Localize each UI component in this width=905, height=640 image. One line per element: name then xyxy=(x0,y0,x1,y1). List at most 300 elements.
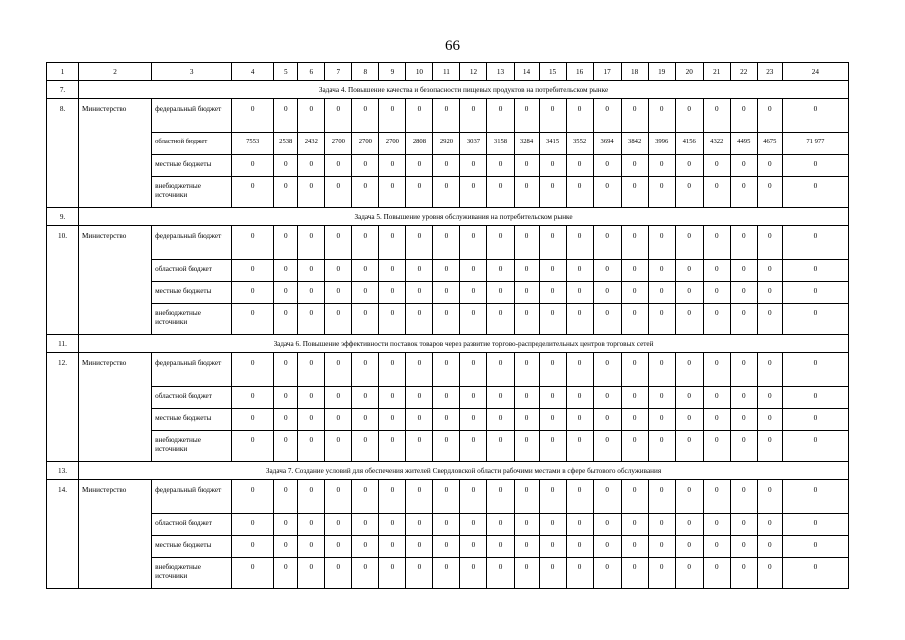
amount-cell: 0 xyxy=(648,260,675,282)
amount-cell: 0 xyxy=(782,409,848,431)
column-number: 4 xyxy=(232,63,274,81)
amount-cell: 0 xyxy=(487,431,514,462)
amount-cell: 0 xyxy=(675,304,703,335)
funding-row xyxy=(47,409,849,431)
amount-cell: 0 xyxy=(298,514,325,536)
amount-cell: 3694 xyxy=(593,133,621,155)
amount-cell: 0 xyxy=(566,304,593,335)
amount-cell: 0 xyxy=(648,536,675,558)
amount-cell: 0 xyxy=(621,260,648,282)
row-number: 8. xyxy=(47,99,79,208)
amount-cell: 0 xyxy=(298,282,325,304)
amount-cell: 0 xyxy=(433,177,460,208)
amount-cell: 0 xyxy=(406,155,433,177)
amount-cell: 0 xyxy=(232,304,274,335)
amount-cell: 0 xyxy=(621,353,648,387)
row-number: 14. xyxy=(47,480,79,589)
amount-cell: 0 xyxy=(675,226,703,260)
amount-cell: 0 xyxy=(730,514,757,536)
column-number: 16 xyxy=(566,63,593,81)
amount-cell: 0 xyxy=(352,226,379,260)
amount-cell: 0 xyxy=(703,480,730,514)
amount-cell: 0 xyxy=(274,431,298,462)
amount-cell: 0 xyxy=(566,514,593,536)
executor: Министерство xyxy=(79,226,152,335)
amount-cell: 0 xyxy=(325,226,352,260)
amount-cell: 0 xyxy=(566,536,593,558)
amount-cell: 0 xyxy=(648,409,675,431)
amount-cell: 0 xyxy=(593,514,621,536)
amount-cell: 0 xyxy=(730,282,757,304)
amount-cell: 0 xyxy=(648,282,675,304)
amount-cell: 0 xyxy=(232,431,274,462)
amount-cell: 0 xyxy=(274,536,298,558)
column-number: 6 xyxy=(298,63,325,81)
amount-cell: 0 xyxy=(379,536,406,558)
amount-cell: 0 xyxy=(648,431,675,462)
amount-cell: 0 xyxy=(232,387,274,409)
funding-source: областной бюджет xyxy=(152,133,232,155)
column-number: 24 xyxy=(782,63,848,81)
amount-cell: 0 xyxy=(539,226,566,260)
column-number: 2 xyxy=(79,63,152,81)
column-number: 19 xyxy=(648,63,675,81)
amount-cell: 0 xyxy=(675,514,703,536)
amount-cell: 0 xyxy=(703,99,730,133)
amount-cell: 0 xyxy=(298,304,325,335)
amount-cell: 0 xyxy=(352,536,379,558)
amount-cell: 0 xyxy=(433,409,460,431)
amount-cell: 3037 xyxy=(460,133,487,155)
amount-cell: 0 xyxy=(325,480,352,514)
amount-cell: 0 xyxy=(433,99,460,133)
amount-cell: 0 xyxy=(593,387,621,409)
task-title: Задача 6. Повышение эффективности поставок товаров через развитие торгово-распределительных центров торговых сетей xyxy=(79,335,849,353)
amount-cell: 71 977 xyxy=(782,133,848,155)
funding-row xyxy=(47,226,849,260)
funding-source: областной бюджет xyxy=(152,260,232,282)
funding-source: федеральный бюджет xyxy=(152,480,232,514)
amount-cell: 0 xyxy=(675,177,703,208)
amount-cell: 0 xyxy=(352,409,379,431)
amount-cell: 0 xyxy=(593,536,621,558)
amount-cell: 0 xyxy=(325,558,352,589)
amount-cell: 0 xyxy=(352,558,379,589)
amount-cell: 0 xyxy=(539,514,566,536)
amount-cell: 0 xyxy=(274,480,298,514)
amount-cell: 0 xyxy=(232,155,274,177)
funding-row xyxy=(47,387,849,409)
task-row xyxy=(47,462,849,480)
amount-cell: 0 xyxy=(298,431,325,462)
amount-cell: 0 xyxy=(298,155,325,177)
amount-cell: 0 xyxy=(621,409,648,431)
amount-cell: 0 xyxy=(325,431,352,462)
funding-source: внебюджетные источники xyxy=(152,304,232,335)
amount-cell: 2700 xyxy=(379,133,406,155)
amount-cell: 0 xyxy=(675,558,703,589)
amount-cell: 0 xyxy=(298,536,325,558)
amount-cell: 0 xyxy=(274,226,298,260)
amount-cell: 0 xyxy=(539,282,566,304)
amount-cell: 0 xyxy=(406,480,433,514)
amount-cell: 0 xyxy=(539,155,566,177)
amount-cell: 0 xyxy=(757,514,782,536)
amount-cell: 0 xyxy=(621,282,648,304)
amount-cell: 0 xyxy=(757,304,782,335)
amount-cell: 0 xyxy=(675,353,703,387)
funding-row xyxy=(47,353,849,387)
amount-cell: 0 xyxy=(406,260,433,282)
amount-cell: 0 xyxy=(487,353,514,387)
amount-cell: 0 xyxy=(514,536,539,558)
amount-cell: 0 xyxy=(675,480,703,514)
amount-cell: 0 xyxy=(703,536,730,558)
executor: Министерство xyxy=(79,480,152,589)
amount-cell: 7553 xyxy=(232,133,274,155)
amount-cell: 0 xyxy=(379,353,406,387)
amount-cell: 0 xyxy=(487,282,514,304)
amount-cell: 0 xyxy=(675,431,703,462)
amount-cell: 0 xyxy=(593,558,621,589)
amount-cell: 0 xyxy=(514,304,539,335)
amount-cell: 0 xyxy=(514,155,539,177)
amount-cell: 0 xyxy=(621,304,648,335)
amount-cell: 0 xyxy=(487,480,514,514)
funding-row xyxy=(47,155,849,177)
amount-cell: 0 xyxy=(566,260,593,282)
amount-cell: 0 xyxy=(757,387,782,409)
amount-cell: 0 xyxy=(648,99,675,133)
amount-cell: 0 xyxy=(648,514,675,536)
amount-cell: 0 xyxy=(298,387,325,409)
amount-cell: 0 xyxy=(730,558,757,589)
amount-cell: 0 xyxy=(782,304,848,335)
amount-cell: 0 xyxy=(757,155,782,177)
amount-cell: 0 xyxy=(274,282,298,304)
amount-cell: 0 xyxy=(648,155,675,177)
amount-cell: 0 xyxy=(274,99,298,133)
amount-cell: 0 xyxy=(406,304,433,335)
funding-row xyxy=(47,480,849,514)
amount-cell: 0 xyxy=(433,282,460,304)
amount-cell: 0 xyxy=(325,282,352,304)
amount-cell: 0 xyxy=(274,353,298,387)
row-number: 10. xyxy=(47,226,79,335)
amount-cell: 0 xyxy=(703,353,730,387)
amount-cell: 4495 xyxy=(730,133,757,155)
column-number: 11 xyxy=(433,63,460,81)
amount-cell: 0 xyxy=(487,536,514,558)
amount-cell: 0 xyxy=(460,282,487,304)
amount-cell: 2538 xyxy=(274,133,298,155)
amount-cell: 0 xyxy=(539,409,566,431)
amount-cell: 0 xyxy=(648,353,675,387)
amount-cell: 0 xyxy=(352,177,379,208)
column-number-row xyxy=(47,63,849,81)
amount-cell: 0 xyxy=(539,480,566,514)
amount-cell: 0 xyxy=(298,99,325,133)
amount-cell: 0 xyxy=(757,480,782,514)
amount-cell: 0 xyxy=(232,282,274,304)
amount-cell: 0 xyxy=(298,353,325,387)
amount-cell: 0 xyxy=(514,226,539,260)
task-number: 9. xyxy=(47,208,79,226)
amount-cell: 3842 xyxy=(621,133,648,155)
amount-cell: 0 xyxy=(487,155,514,177)
task-title: Задача 4. Повышение качества и безопасности пищевых продуктов на потребительском рынке xyxy=(79,81,849,99)
amount-cell: 0 xyxy=(566,387,593,409)
amount-cell: 0 xyxy=(514,558,539,589)
amount-cell: 0 xyxy=(566,558,593,589)
amount-cell: 0 xyxy=(514,260,539,282)
amount-cell: 0 xyxy=(539,536,566,558)
column-number: 13 xyxy=(487,63,514,81)
amount-cell: 0 xyxy=(621,99,648,133)
column-number: 18 xyxy=(621,63,648,81)
amount-cell: 0 xyxy=(379,282,406,304)
amount-cell: 4322 xyxy=(703,133,730,155)
amount-cell: 0 xyxy=(539,431,566,462)
amount-cell: 3996 xyxy=(648,133,675,155)
amount-cell: 0 xyxy=(352,155,379,177)
amount-cell: 0 xyxy=(703,226,730,260)
amount-cell: 0 xyxy=(352,431,379,462)
amount-cell: 0 xyxy=(621,431,648,462)
amount-cell: 0 xyxy=(514,431,539,462)
amount-cell: 0 xyxy=(648,177,675,208)
funding-row xyxy=(47,133,849,155)
amount-cell: 0 xyxy=(621,226,648,260)
amount-cell: 0 xyxy=(460,226,487,260)
amount-cell: 2808 xyxy=(406,133,433,155)
amount-cell: 0 xyxy=(703,282,730,304)
amount-cell: 0 xyxy=(433,155,460,177)
amount-cell: 0 xyxy=(232,480,274,514)
amount-cell: 0 xyxy=(325,353,352,387)
amount-cell: 0 xyxy=(566,431,593,462)
task-number: 13. xyxy=(47,462,79,480)
amount-cell: 0 xyxy=(703,155,730,177)
amount-cell: 0 xyxy=(539,304,566,335)
amount-cell: 0 xyxy=(730,431,757,462)
column-number: 22 xyxy=(730,63,757,81)
amount-cell: 0 xyxy=(757,353,782,387)
funding-row xyxy=(47,536,849,558)
amount-cell: 0 xyxy=(352,282,379,304)
amount-cell: 0 xyxy=(406,99,433,133)
amount-cell: 0 xyxy=(782,155,848,177)
amount-cell: 0 xyxy=(675,155,703,177)
amount-cell: 0 xyxy=(782,387,848,409)
amount-cell: 0 xyxy=(487,99,514,133)
amount-cell: 0 xyxy=(730,304,757,335)
amount-cell: 0 xyxy=(675,99,703,133)
amount-cell: 0 xyxy=(757,431,782,462)
amount-cell: 0 xyxy=(539,558,566,589)
amount-cell: 0 xyxy=(433,514,460,536)
amount-cell: 0 xyxy=(298,226,325,260)
amount-cell: 0 xyxy=(757,226,782,260)
funding-source: федеральный бюджет xyxy=(152,226,232,260)
amount-cell: 0 xyxy=(782,480,848,514)
amount-cell: 4156 xyxy=(675,133,703,155)
funding-row xyxy=(47,558,849,589)
amount-cell: 0 xyxy=(274,177,298,208)
amount-cell: 0 xyxy=(487,558,514,589)
amount-cell: 0 xyxy=(406,282,433,304)
column-number: 12 xyxy=(460,63,487,81)
funding-source: федеральный бюджет xyxy=(152,353,232,387)
amount-cell: 0 xyxy=(782,353,848,387)
amount-cell: 0 xyxy=(325,155,352,177)
funding-source: местные бюджеты xyxy=(152,536,232,558)
amount-cell: 0 xyxy=(514,177,539,208)
amount-cell: 0 xyxy=(274,155,298,177)
amount-cell: 0 xyxy=(352,514,379,536)
amount-cell: 0 xyxy=(460,387,487,409)
column-number: 1 xyxy=(47,63,79,81)
amount-cell: 0 xyxy=(730,99,757,133)
amount-cell: 0 xyxy=(757,558,782,589)
amount-cell: 0 xyxy=(514,99,539,133)
amount-cell: 0 xyxy=(757,260,782,282)
amount-cell: 0 xyxy=(593,260,621,282)
amount-cell: 0 xyxy=(406,177,433,208)
amount-cell: 0 xyxy=(460,260,487,282)
amount-cell: 0 xyxy=(703,304,730,335)
amount-cell: 0 xyxy=(325,260,352,282)
amount-cell: 0 xyxy=(232,536,274,558)
amount-cell: 0 xyxy=(514,282,539,304)
amount-cell: 0 xyxy=(782,260,848,282)
amount-cell: 0 xyxy=(566,409,593,431)
amount-cell: 0 xyxy=(782,282,848,304)
amount-cell: 0 xyxy=(274,260,298,282)
amount-cell: 0 xyxy=(514,387,539,409)
amount-cell: 0 xyxy=(730,536,757,558)
funding-source: местные бюджеты xyxy=(152,409,232,431)
amount-cell: 0 xyxy=(782,99,848,133)
amount-cell: 0 xyxy=(675,282,703,304)
amount-cell: 0 xyxy=(566,177,593,208)
amount-cell: 0 xyxy=(487,304,514,335)
amount-cell: 0 xyxy=(298,480,325,514)
amount-cell: 3284 xyxy=(514,133,539,155)
amount-cell: 0 xyxy=(593,177,621,208)
column-number: 7 xyxy=(325,63,352,81)
amount-cell: 0 xyxy=(460,99,487,133)
amount-cell: 3158 xyxy=(487,133,514,155)
amount-cell: 0 xyxy=(433,387,460,409)
amount-cell: 0 xyxy=(406,353,433,387)
column-number: 15 xyxy=(539,63,566,81)
amount-cell: 0 xyxy=(621,155,648,177)
amount-cell: 0 xyxy=(460,304,487,335)
amount-cell: 0 xyxy=(675,536,703,558)
amount-cell: 0 xyxy=(648,304,675,335)
funding-source: внебюджетные источники xyxy=(152,558,232,589)
amount-cell: 0 xyxy=(325,304,352,335)
funding-source: областной бюджет xyxy=(152,514,232,536)
amount-cell: 0 xyxy=(460,514,487,536)
funding-row xyxy=(47,99,849,133)
amount-cell: 0 xyxy=(593,409,621,431)
executor: Министерство xyxy=(79,353,152,462)
amount-cell: 0 xyxy=(433,226,460,260)
amount-cell: 0 xyxy=(298,409,325,431)
amount-cell: 0 xyxy=(433,536,460,558)
budget-table xyxy=(46,62,849,589)
amount-cell: 0 xyxy=(232,177,274,208)
amount-cell: 0 xyxy=(621,536,648,558)
amount-cell: 0 xyxy=(232,99,274,133)
column-number: 3 xyxy=(152,63,232,81)
amount-cell: 0 xyxy=(593,282,621,304)
amount-cell: 0 xyxy=(379,431,406,462)
amount-cell: 0 xyxy=(232,353,274,387)
amount-cell: 0 xyxy=(232,226,274,260)
amount-cell: 0 xyxy=(232,260,274,282)
amount-cell: 0 xyxy=(379,480,406,514)
amount-cell: 0 xyxy=(379,155,406,177)
amount-cell: 0 xyxy=(757,536,782,558)
column-number: 14 xyxy=(514,63,539,81)
task-row xyxy=(47,81,849,99)
amount-cell: 0 xyxy=(460,177,487,208)
amount-cell: 0 xyxy=(593,480,621,514)
amount-cell: 0 xyxy=(757,409,782,431)
amount-cell: 0 xyxy=(730,353,757,387)
amount-cell: 0 xyxy=(379,558,406,589)
amount-cell: 0 xyxy=(539,387,566,409)
amount-cell: 0 xyxy=(730,409,757,431)
amount-cell: 0 xyxy=(406,431,433,462)
amount-cell: 0 xyxy=(379,99,406,133)
amount-cell: 0 xyxy=(274,409,298,431)
column-number: 10 xyxy=(406,63,433,81)
column-number: 9 xyxy=(379,63,406,81)
amount-cell: 0 xyxy=(406,536,433,558)
amount-cell: 0 xyxy=(621,387,648,409)
amount-cell: 3415 xyxy=(539,133,566,155)
amount-cell: 0 xyxy=(593,431,621,462)
amount-cell: 0 xyxy=(648,480,675,514)
amount-cell: 0 xyxy=(298,260,325,282)
amount-cell: 0 xyxy=(593,99,621,133)
amount-cell: 0 xyxy=(621,558,648,589)
column-number: 20 xyxy=(675,63,703,81)
amount-cell: 0 xyxy=(730,480,757,514)
amount-cell: 0 xyxy=(782,514,848,536)
amount-cell: 0 xyxy=(352,480,379,514)
amount-cell: 0 xyxy=(433,353,460,387)
amount-cell: 0 xyxy=(757,177,782,208)
task-number: 7. xyxy=(47,81,79,99)
amount-cell: 0 xyxy=(325,99,352,133)
amount-cell: 0 xyxy=(460,536,487,558)
amount-cell: 0 xyxy=(782,226,848,260)
amount-cell: 0 xyxy=(406,558,433,589)
column-number: 5 xyxy=(274,63,298,81)
amount-cell: 0 xyxy=(460,558,487,589)
task-row xyxy=(47,208,849,226)
amount-cell: 2700 xyxy=(325,133,352,155)
amount-cell: 0 xyxy=(730,155,757,177)
amount-cell: 0 xyxy=(487,226,514,260)
amount-cell: 0 xyxy=(352,99,379,133)
amount-cell: 0 xyxy=(593,155,621,177)
